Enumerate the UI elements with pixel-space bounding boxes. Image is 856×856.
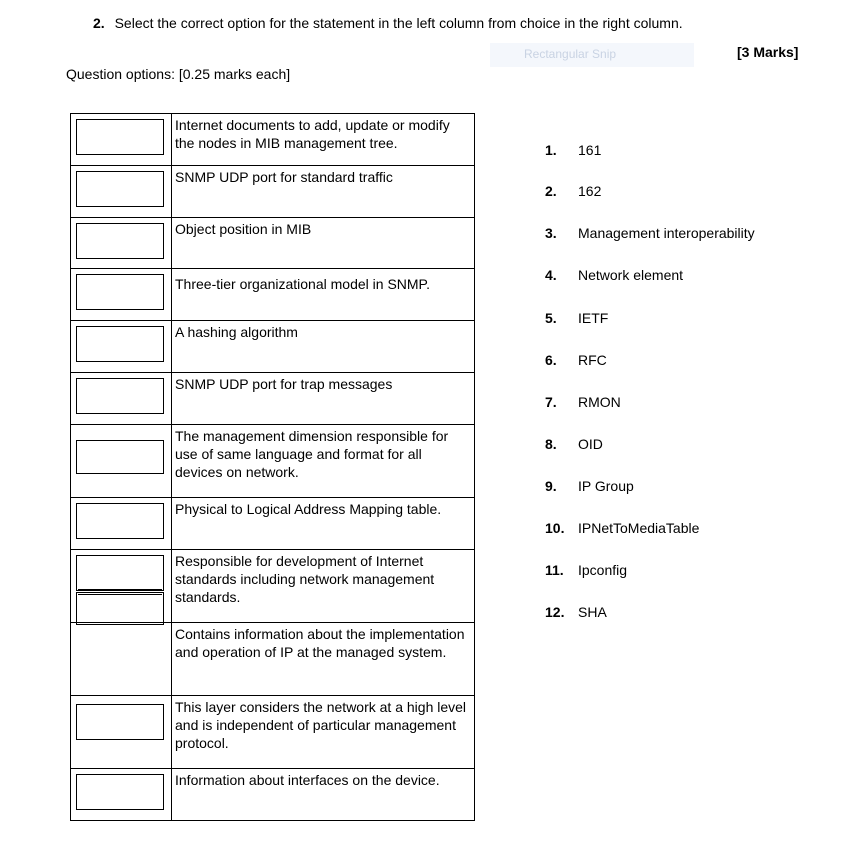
choice-number: 12.	[545, 604, 565, 620]
table-row	[71, 696, 475, 769]
statement-text: Responsible for development of Internet standards including network management standards.	[172, 550, 475, 623]
choice-number: 9.	[545, 478, 557, 494]
statement-text: Contains information about the implementation and operation of IP at the managed system.	[172, 623, 475, 696]
choice-label: Management interoperability	[578, 225, 755, 241]
answer-box[interactable]	[76, 274, 164, 310]
statement-text: This layer considers the network at a high level and is independent of particular management protocol.	[172, 696, 475, 769]
answer-box[interactable]	[76, 592, 164, 625]
answer-box[interactable]	[76, 555, 164, 591]
choice-number: 8.	[545, 436, 557, 452]
snip-overlay: Rectangular Snip	[490, 43, 694, 67]
choice-label: SHA	[578, 604, 607, 620]
answer-cell	[71, 696, 172, 769]
table-row	[71, 769, 475, 821]
answer-cell	[71, 498, 172, 550]
choice-item	[545, 183, 601, 199]
statement-text: A hashing algorithm	[172, 321, 475, 373]
answer-box[interactable]	[76, 440, 164, 474]
answer-box[interactable]	[76, 704, 164, 740]
choice-label: IP Group	[578, 478, 634, 494]
choice-item	[545, 478, 634, 494]
table-row	[71, 373, 475, 425]
answer-box[interactable]	[76, 119, 164, 155]
choice-item	[545, 562, 627, 578]
choice-number: 7.	[545, 394, 557, 410]
table-row	[71, 425, 475, 498]
choice-item	[545, 520, 699, 536]
question-instruction: Select the correct option for the statement in the left column from choice in the right column.	[114, 15, 683, 31]
answer-box[interactable]	[76, 326, 164, 362]
answer-box[interactable]	[76, 171, 164, 207]
question-options-label: Question options: [0.25 marks each]	[66, 66, 291, 82]
choice-number: 3.	[545, 225, 557, 241]
answer-cell	[71, 425, 172, 498]
choice-label: 162	[578, 183, 602, 199]
choice-label: 161	[578, 142, 602, 158]
marks-label: [3 Marks]	[737, 44, 799, 60]
statement-text: Three-tier organizational model in SNMP.	[172, 269, 475, 321]
statement-text: Internet documents to add, update or modify the nodes in MIB management tree.	[172, 114, 475, 166]
choice-item	[545, 394, 621, 410]
choice-number: 4.	[545, 267, 557, 283]
question-header	[93, 15, 683, 31]
table-row	[71, 269, 475, 321]
answer-box[interactable]	[76, 774, 164, 810]
statement-text: Physical to Logical Address Mapping table.	[172, 498, 475, 550]
answer-cell	[71, 373, 172, 425]
matching-table	[70, 113, 475, 821]
choice-number: 10.	[545, 520, 565, 536]
table-row	[71, 498, 475, 550]
answer-cell	[71, 218, 172, 269]
choice-item	[545, 310, 608, 326]
statement-text: The management dimension responsible for use of same language and format for all devices on network.	[172, 425, 475, 498]
statement-text: SNMP UDP port for trap messages	[172, 373, 475, 425]
statement-text: Information about interfaces on the device.	[172, 769, 475, 821]
choice-item	[545, 604, 607, 620]
statement-text: Object position in MIB	[172, 218, 475, 269]
choice-number: 1.	[545, 142, 557, 158]
choice-item	[545, 142, 601, 158]
table-row	[71, 166, 475, 218]
answer-box[interactable]	[76, 503, 164, 539]
choice-label: OID	[578, 436, 603, 452]
choice-label: Network element	[578, 267, 684, 283]
choice-label: Ipconfig	[578, 562, 628, 578]
question-number: 2.	[93, 15, 105, 31]
table-row	[71, 321, 475, 373]
table-row	[71, 623, 475, 696]
table-row	[71, 114, 475, 166]
answer-cell	[71, 114, 172, 166]
answer-cell	[71, 166, 172, 218]
answer-box[interactable]	[76, 223, 164, 259]
answer-cell	[71, 269, 172, 321]
choice-number: 5.	[545, 310, 557, 326]
choice-number: 6.	[545, 352, 557, 368]
choice-number: 2.	[545, 183, 557, 199]
table-row	[71, 550, 475, 623]
answer-cell	[71, 321, 172, 373]
statement-text: SNMP UDP port for standard traffic	[172, 166, 475, 218]
choice-number: 11.	[545, 562, 564, 578]
choice-label: IPNetToMediaTable	[578, 520, 700, 536]
choice-item	[545, 267, 683, 283]
answer-cell	[71, 550, 172, 623]
table-row	[71, 218, 475, 269]
choice-label: RFC	[578, 352, 607, 368]
answer-cell	[71, 769, 172, 821]
choice-item	[545, 225, 755, 241]
answer-box[interactable]	[76, 378, 164, 414]
answer-cell	[71, 623, 172, 696]
choice-label: RMON	[578, 394, 621, 410]
choice-label: IETF	[578, 310, 609, 326]
choice-item	[545, 352, 607, 368]
choice-item	[545, 436, 603, 452]
